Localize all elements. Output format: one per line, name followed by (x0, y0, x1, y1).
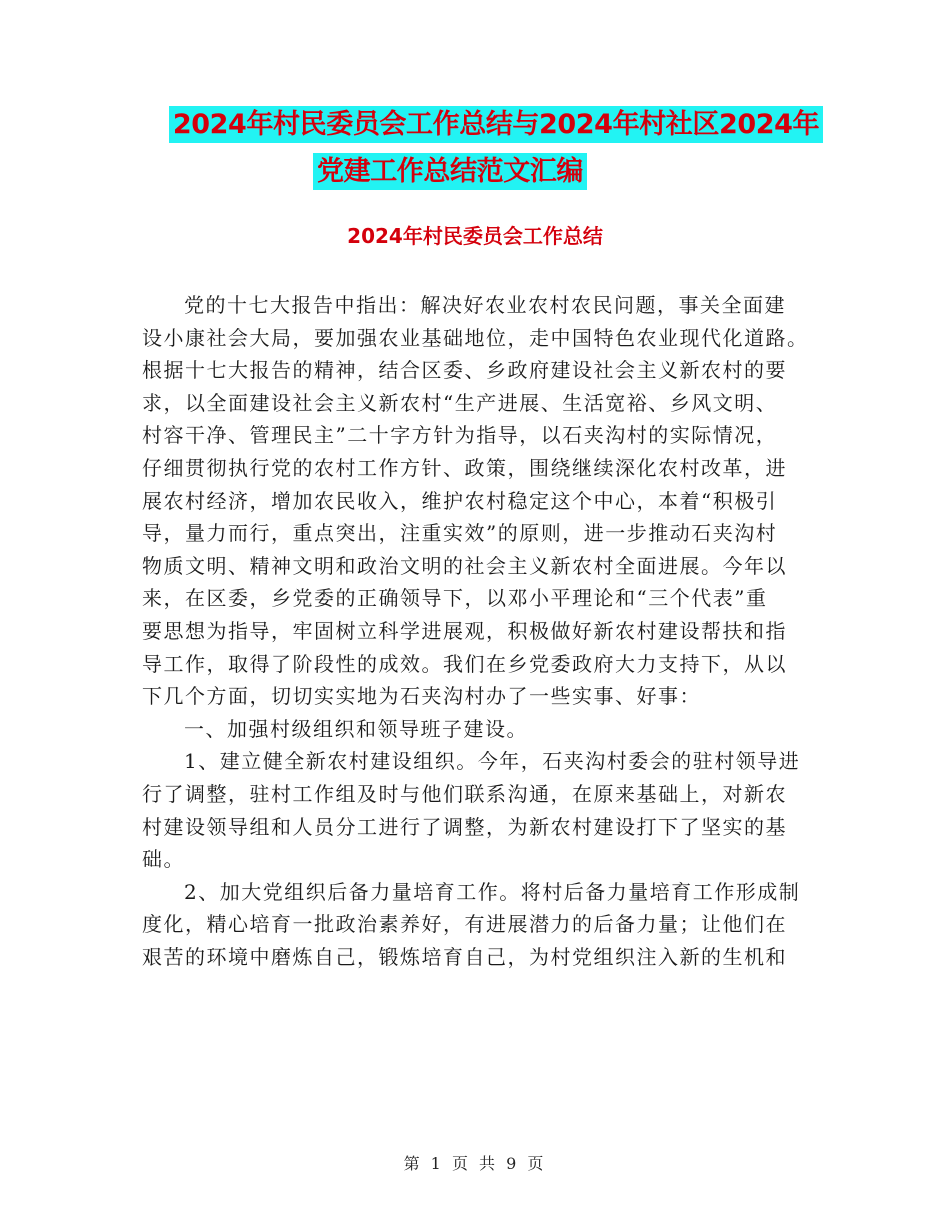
page-footer: 第 1 页 共 9 页 (403, 1154, 547, 1173)
body-line: 来，在区委，乡党委的正确领导下，以邓小平理论和“三个代表”重 (142, 586, 768, 611)
section-heading: 2024年村民委员会工作总结 (347, 224, 603, 248)
body-line: 1、建立健全新农村建设组织。今年，石夹沟村委会的驻村领导进 (184, 749, 801, 774)
body-text (142, 289, 812, 973)
body-line: 导工作，取得了阶段性的成效。我们在乡党委政府大力支持下，从以 (142, 651, 787, 676)
body-line: 村容干净、管理民主”二十字方针为指导，以石夹沟村的实际情况， (142, 423, 778, 448)
body-line: 导，量力而行，重点突出，注重实效”的原则，进一步推动石夹沟村 (142, 521, 778, 546)
body-line: 仔细贯彻执行党的农村工作方针、政策，围绕继续深化农村改革，进 (142, 455, 787, 480)
body-line: 度化，精心培育一批政治素养好，有进展潜力的后备力量；让他们在 (142, 912, 787, 937)
body-line: 设小康社会大局，要加强农业基础地位，走中国特色农业现代化道路。 (142, 325, 809, 350)
title-line-2: 党建工作总结范文汇编 (313, 153, 587, 190)
title-line-1: 2024年村民委员会工作总结与2024年村社区2024年 (169, 106, 823, 143)
body-line: 物质文明、精神文明和政治文明的社会主义新农村全面进展。今年以 (142, 553, 787, 578)
body-line: 一、加强村级组织和领导班子建设。 (184, 716, 528, 741)
body-line: 党的十七大报告中指出：解决好农业农村农民问题，事关全面建 (184, 293, 786, 317)
body-line: 求，以全面建设社会主义新农村“生产进展、生活宽裕、乡风文明、 (142, 390, 778, 415)
body-line: 下几个方面，切切实实地为石夹沟村办了一些实事、好事： (142, 684, 701, 709)
document-title (0, 106, 950, 187)
body-line: 2、加大党组织后备力量培育工作。将村后备力量培育工作形成制 (184, 879, 801, 904)
body-line: 础。 (142, 847, 185, 872)
body-line: 村建设领导组和人员分工进行了调整，为新农村建设打下了坚实的基 (142, 814, 787, 839)
body-line: 艰苦的环境中磨炼自己，锻炼培育自己，为村党组织注入新的生机和 (142, 944, 787, 969)
body-line: 展农村经济，增加农民收入，维护农村稳定这个中心，本着“积极引 (142, 488, 778, 513)
body-line: 行了调整，驻村工作组及时与他们联系沟通，在原来基础上，对新农 (142, 781, 787, 806)
body-line: 根据十七大报告的精神，结合区委、乡政府建设社会主义新农村的要 (142, 358, 787, 383)
body-line: 要思想为指导，牢固树立科学进展观，积极做好新农村建设帮扶和指 (142, 618, 787, 643)
